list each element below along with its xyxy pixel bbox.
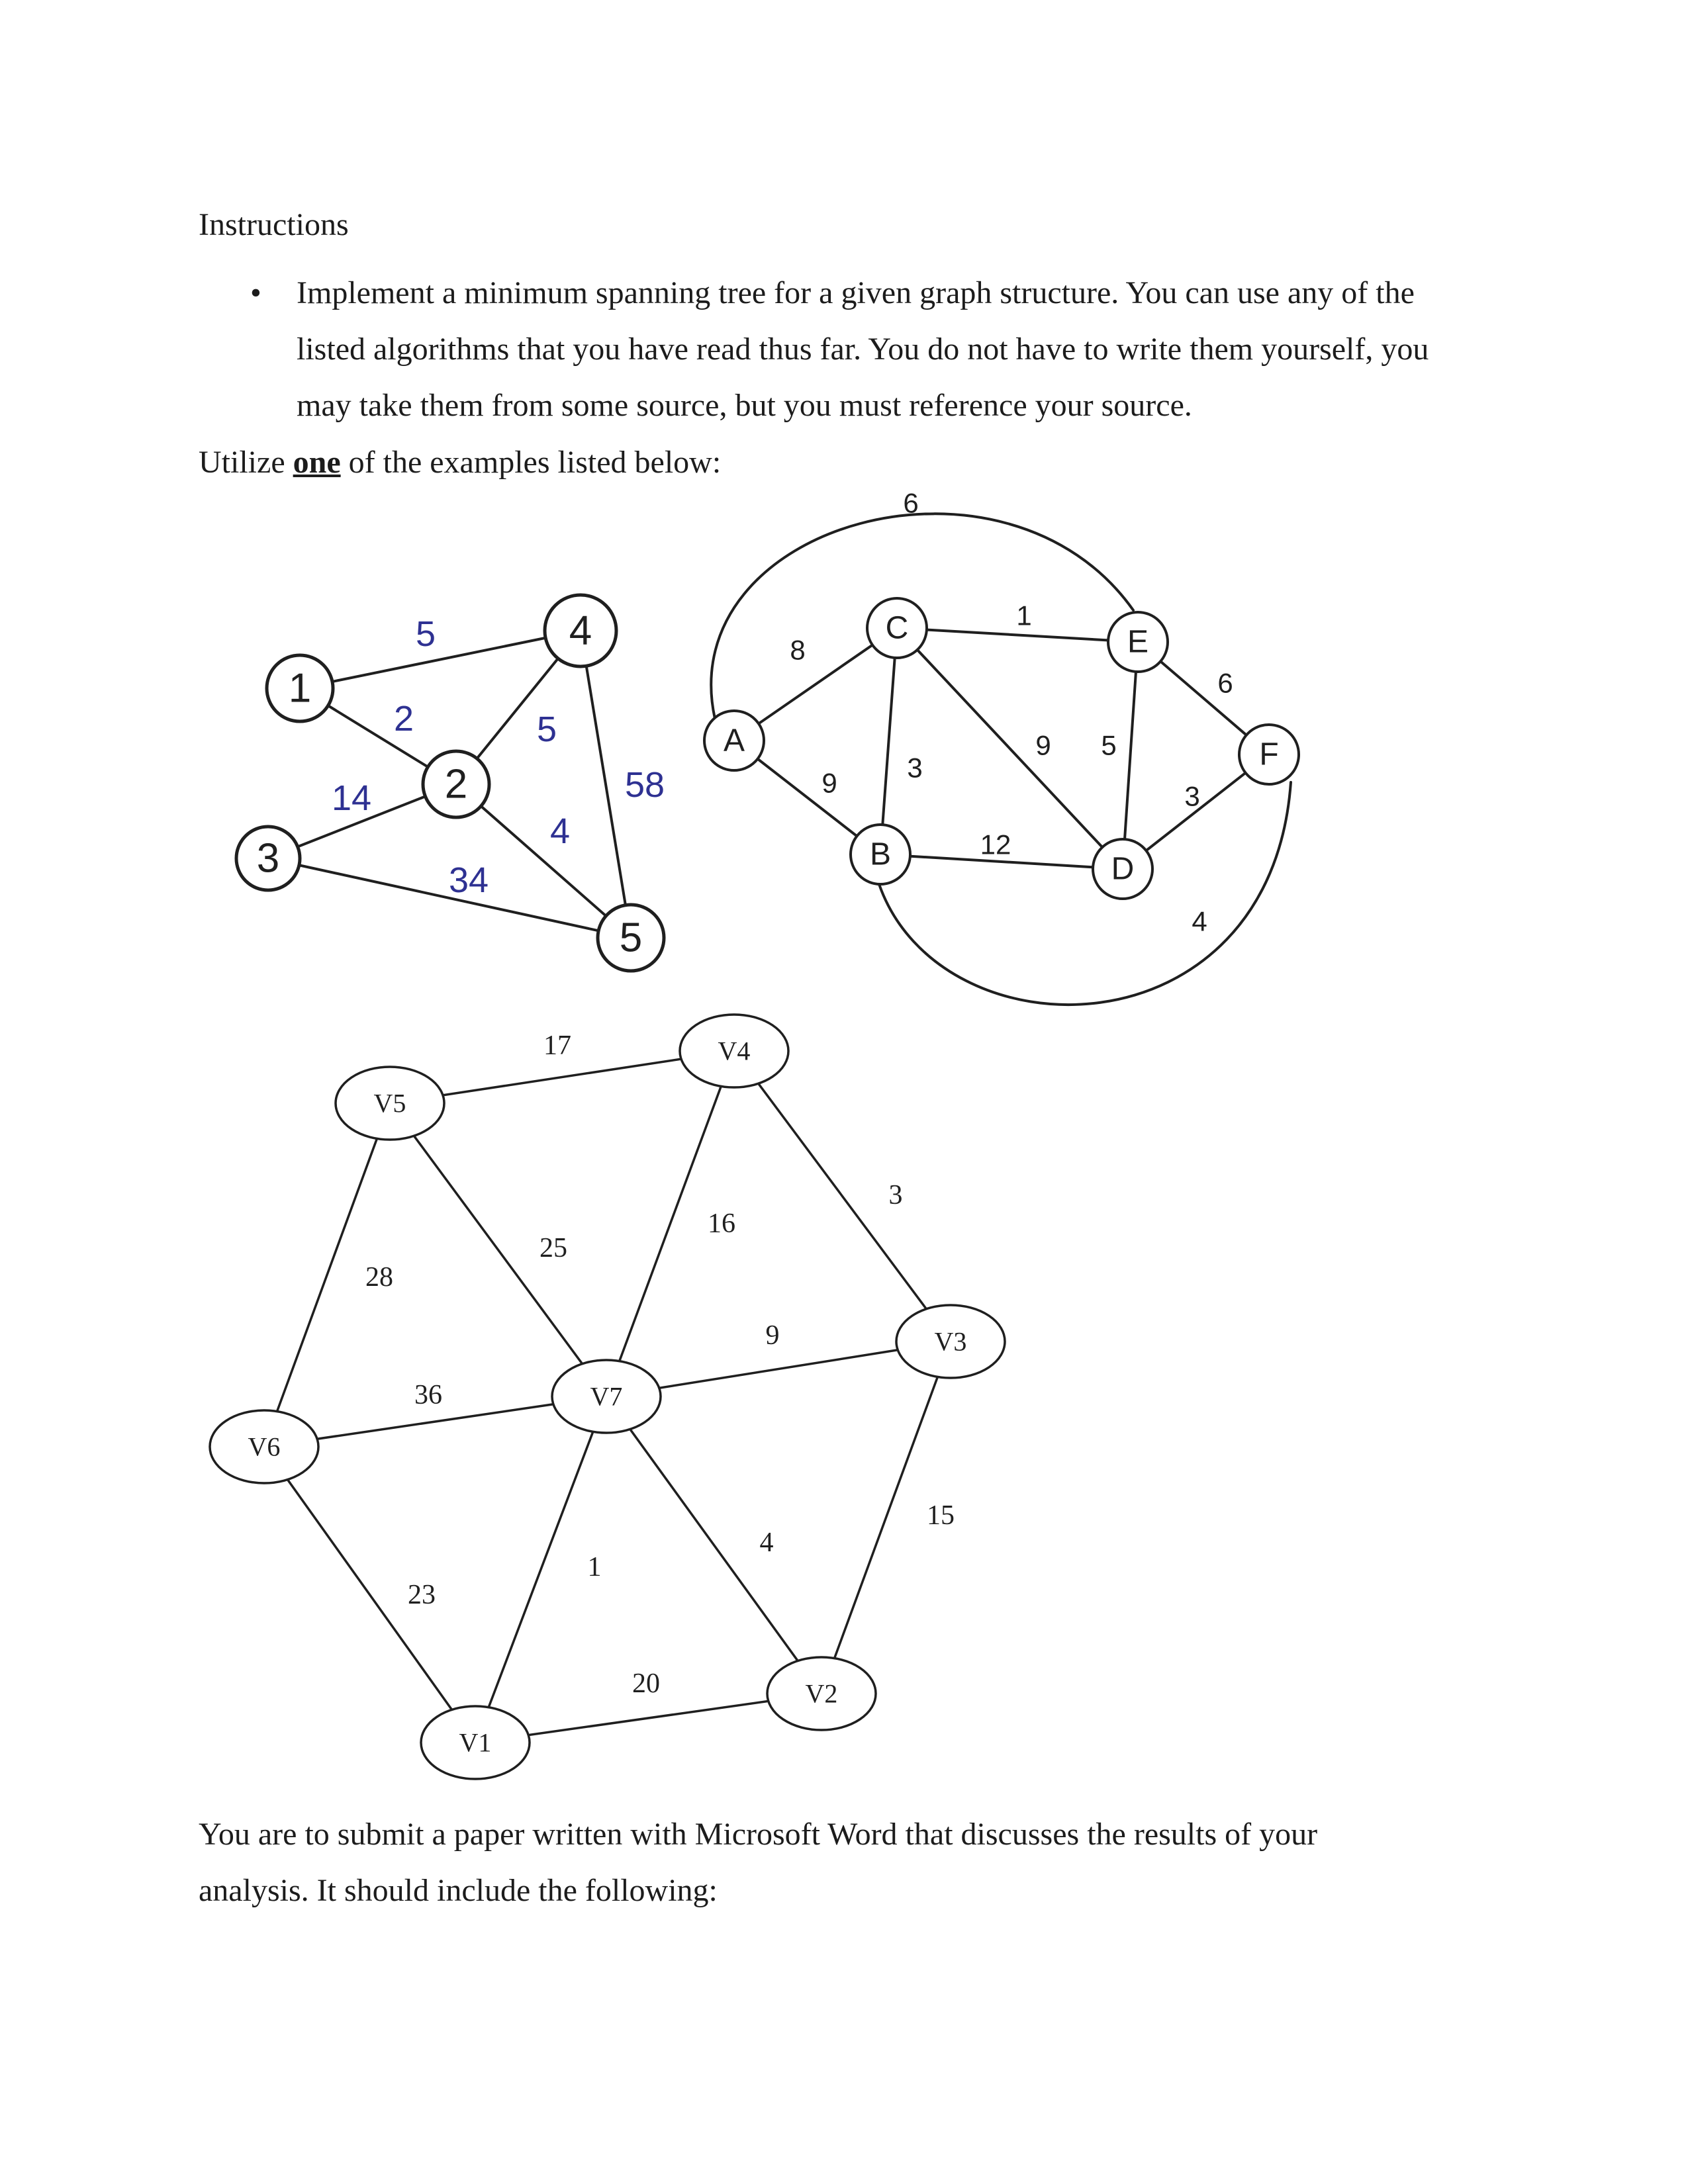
edge-weight-V5-V4: 17 — [543, 1030, 571, 1061]
edge-V5-V7 — [390, 1103, 606, 1396]
node-label-D: D — [1111, 851, 1135, 887]
edge-4-5 — [581, 631, 631, 938]
node-label-V3: V3 — [934, 1326, 967, 1357]
footer-paragraph — [199, 1806, 1317, 1919]
node-label-V4: V4 — [718, 1036, 751, 1066]
edge-weight-V1-V2: 20 — [632, 1668, 660, 1699]
utilize-prefix: Utilize — [199, 445, 293, 480]
edge-weight-V6-V7: 36 — [414, 1380, 442, 1410]
edge-V7-V1 — [475, 1396, 606, 1743]
edge-weight-1-2: 2 — [393, 699, 414, 739]
edge-weight-2-5: 4 — [549, 811, 571, 851]
edge-weight-E-D: 5 — [1101, 729, 1117, 761]
node-label-V1: V1 — [459, 1727, 492, 1758]
graph-v — [210, 1015, 1005, 1779]
edge-weight-3-5: 34 — [448, 860, 489, 900]
node-label-V5: V5 — [373, 1088, 406, 1118]
graph-numeric — [236, 595, 665, 971]
edge-V7-V2 — [606, 1396, 821, 1694]
bullet-line-3: may take them from some source, but you must reference your source. — [297, 388, 1192, 423]
edge-weight-V5-V7: 25 — [539, 1233, 567, 1263]
bullet-marker: • — [250, 275, 261, 310]
node-label-F: F — [1259, 737, 1279, 772]
edge-weight-1-4: 5 — [415, 614, 436, 654]
edge-weight-V4-V7: 16 — [708, 1208, 735, 1239]
edge-weight-B-F: 4 — [1192, 905, 1207, 937]
node-label-E: E — [1127, 624, 1149, 660]
edge-B-C — [880, 628, 897, 854]
footer-line-2: analysis. It should include the following: — [199, 1873, 718, 1908]
graph-letter — [704, 488, 1299, 1005]
heading-instructions: Instructions — [199, 207, 349, 242]
node-label-5: 5 — [619, 915, 643, 961]
node-label-V7: V7 — [590, 1381, 623, 1412]
node-label-1: 1 — [288, 665, 312, 711]
utilize-suffix: of the examples listed below: — [340, 445, 722, 480]
edge-1-4 — [300, 631, 581, 688]
node-label-B: B — [869, 837, 892, 872]
curve-edge-B-F — [879, 782, 1291, 1005]
node-label-2: 2 — [444, 761, 468, 807]
node-label-A: A — [723, 723, 745, 758]
edge-weight-C-D: 9 — [1035, 729, 1051, 761]
edge-weight-B-C: 3 — [907, 752, 923, 784]
edge-weight-4-5: 58 — [624, 765, 665, 805]
edge-weight-A-B: 9 — [821, 767, 837, 799]
edge-weight-V7-V1: 1 — [587, 1552, 602, 1582]
edge-weight-V6-V1: 23 — [408, 1580, 436, 1610]
edge-V6-V1 — [264, 1447, 475, 1743]
edge-weight-B-D: 12 — [980, 829, 1011, 860]
edge-weight-V7-V3: 9 — [765, 1320, 780, 1351]
edge-weight-V7-V2: 4 — [759, 1527, 774, 1558]
footer-line-1: You are to submit a paper written with Microsoft Word that discusses the results of your — [199, 1817, 1318, 1852]
edge-weight-C-E: 1 — [1016, 600, 1032, 631]
edge-weight-E-F: 6 — [1217, 667, 1233, 699]
edge-E-D — [1123, 642, 1138, 869]
edge-weight-D-F: 3 — [1184, 780, 1200, 812]
edge-weight-A-E: 6 — [903, 487, 919, 519]
edge-V4-V3 — [734, 1051, 951, 1342]
node-label-V2: V2 — [805, 1678, 838, 1709]
edge-weight-3-2: 14 — [331, 778, 372, 818]
node-label-C: C — [885, 610, 909, 646]
edge-weight-V5-V6: 28 — [365, 1262, 393, 1293]
edge-weight-V4-V3: 3 — [888, 1180, 903, 1210]
node-label-4: 4 — [569, 608, 592, 654]
edge-weight-2-4: 5 — [536, 709, 557, 749]
bullet-line-2: listed algorithms that you have read thus far. You do not have to write them yourself, you — [297, 332, 1429, 367]
edge-weight-A-C: 8 — [790, 634, 806, 666]
node-label-V6: V6 — [248, 1432, 281, 1462]
bullet-line-1: Implement a minimum spanning tree for a given graph structure. You can use any of the — [297, 275, 1415, 310]
edge-weight-V3-V2: 15 — [927, 1500, 955, 1531]
node-label-3: 3 — [256, 835, 280, 882]
utilize-emphasis: one — [293, 445, 341, 480]
